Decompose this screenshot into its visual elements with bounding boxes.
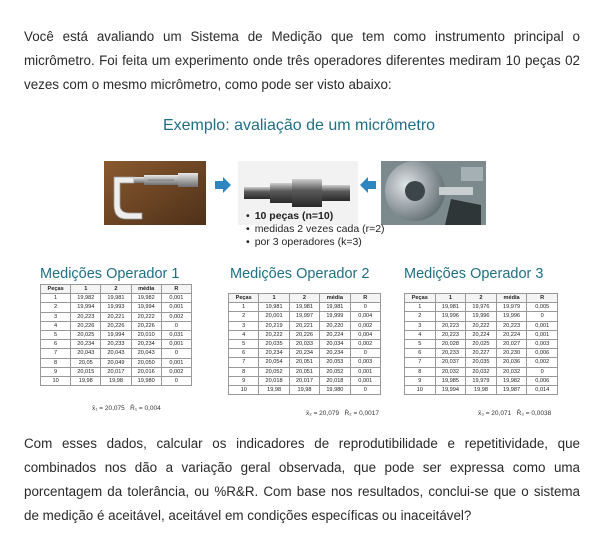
- table-row: [229, 376, 381, 385]
- xbar-value: x̄₁ = 20,075: [92, 405, 125, 412]
- micrometer-photo: [104, 161, 206, 225]
- table-cell: 19,994: [131, 303, 161, 312]
- table-cell: 20,032: [435, 367, 466, 376]
- table-cell: 0: [161, 376, 191, 385]
- table-cell: 9: [229, 376, 259, 385]
- table-cell: 6: [405, 349, 436, 358]
- column-header: 1: [71, 285, 101, 294]
- column-header: média: [131, 285, 161, 294]
- table-row: [405, 321, 558, 330]
- table-row: [229, 349, 381, 358]
- table-cell: 20,043: [101, 349, 131, 358]
- table-cell: 2: [41, 303, 71, 312]
- table-cell: 19,98: [71, 376, 101, 385]
- table-row: [229, 385, 381, 394]
- table-cell: 0,001: [350, 367, 380, 376]
- arrow-left-icon: [359, 176, 377, 194]
- table-cell: 20,05: [71, 358, 101, 367]
- table-row: [229, 312, 381, 321]
- table-cell: 20,043: [71, 349, 101, 358]
- table-cell: 8: [229, 367, 259, 376]
- table-cell: 4: [405, 330, 436, 339]
- table-cell: 20,219: [259, 321, 289, 330]
- table-row: [41, 330, 192, 339]
- table-cell: 19,982: [71, 294, 101, 303]
- table-cell: 20,051: [289, 358, 319, 367]
- intro-paragraph: Você está avaliando um Sistema de Medição que tem como instrumento principal o micrômetro. Foi feita um experimento onde três operadores diferentes mediram 10 peças 02 vezes com o mesmo micrômetro, como pode ser visto abaixo:: [24, 29, 580, 92]
- table-cell: 0,002: [350, 339, 380, 348]
- table-row: [405, 312, 558, 321]
- table-row: [405, 303, 558, 312]
- table-cell: 3: [405, 321, 436, 330]
- table-cell: 20,035: [466, 358, 497, 367]
- table-cell: 20,027: [496, 339, 527, 348]
- table-cell: 20,032: [466, 367, 497, 376]
- table-cell: 0,031: [161, 330, 191, 339]
- table-cell: 20,043: [131, 349, 161, 358]
- table-cell: 20,222: [131, 312, 161, 321]
- table-cell: 19,979: [496, 303, 527, 312]
- table-cell: 0: [350, 385, 380, 394]
- operator-2-table: [228, 293, 381, 395]
- table-row: [405, 367, 558, 376]
- question-paragraph: Com esses dados, calcular os indicadores de reprodutibilidade e repetitividade, que combinados nos dão a variação geral observada, que pode ser expressa como uma porcentagem da tolerância, ou %R&R. Com base nos resultados, conclui-se que o sistema de medição é aceitável, aceitável em condições específicas ou inaceitável?: [24, 436, 580, 523]
- table-cell: 19,993: [101, 303, 131, 312]
- table-cell: 10: [405, 385, 436, 394]
- xbar-value: x̄₃ = 20,071: [478, 410, 512, 417]
- table-cell: 2: [405, 312, 436, 321]
- table-cell: 20,017: [101, 367, 131, 376]
- table-cell: 20,054: [259, 358, 289, 367]
- table-cell: 0: [161, 349, 191, 358]
- table-cell: 2: [229, 312, 259, 321]
- table-cell: 1: [229, 303, 259, 312]
- table-cell: 20,222: [259, 330, 289, 339]
- table-cell: 20,234: [71, 340, 101, 349]
- table-cell: 20,224: [320, 330, 350, 339]
- table-cell: 20,017: [289, 376, 319, 385]
- table-row: [405, 349, 558, 358]
- example-title: Exemplo: avaliação de um micrômetro: [162, 117, 436, 134]
- column-header: Peças: [41, 285, 71, 294]
- table-cell: 20,035: [259, 339, 289, 348]
- table-cell: 20,051: [289, 367, 319, 376]
- table-cell: 19,98: [101, 376, 131, 385]
- column-header: Peças: [229, 294, 259, 303]
- arrow-right-icon: [214, 176, 232, 194]
- table-cell: 0,001: [350, 376, 380, 385]
- table-cell: 7: [229, 358, 259, 367]
- table-cell: 19,997: [289, 312, 319, 321]
- table-cell: 19,979: [466, 376, 497, 385]
- table-cell: 20,049: [101, 358, 131, 367]
- table-cell: 0: [350, 303, 380, 312]
- table-cell: 0,004: [350, 312, 380, 321]
- operator-1-title: Medições Operador 1: [40, 266, 180, 282]
- table-header-row: [229, 294, 381, 303]
- table-cell: 20,223: [435, 321, 466, 330]
- table-cell: 0,002: [527, 358, 558, 367]
- bullet-item: • medidas 2 vezes cada (r=2): [246, 223, 385, 236]
- operator-3-table: [404, 293, 558, 395]
- table-cell: 20,230: [496, 349, 527, 358]
- table-cell: 0,006: [527, 349, 558, 358]
- table-cell: 19,980: [131, 376, 161, 385]
- table-cell: 0,003: [350, 358, 380, 367]
- table-row: [41, 312, 192, 321]
- table-cell: 20,001: [259, 312, 289, 321]
- table-cell: 20,224: [466, 330, 497, 339]
- table-row: [229, 330, 381, 339]
- table-cell: 19,98: [466, 385, 497, 394]
- table-cell: 20,025: [466, 339, 497, 348]
- table-cell: 0,002: [161, 367, 191, 376]
- table-cell: 20,223: [496, 321, 527, 330]
- table-cell: 0,001: [161, 340, 191, 349]
- table-cell: 0,001: [527, 321, 558, 330]
- table-row: [229, 321, 381, 330]
- experiment-bullets: [246, 210, 385, 249]
- table-cell: 20,233: [435, 349, 466, 358]
- table-cell: 0,014: [527, 385, 558, 394]
- table-row: [405, 376, 558, 385]
- table-cell: 5: [229, 339, 259, 348]
- column-header: R: [350, 294, 380, 303]
- table-cell: 20,234: [259, 349, 289, 358]
- table-cell: 19,980: [320, 385, 350, 394]
- column-header: 1: [259, 294, 289, 303]
- table-cell: 0,002: [350, 321, 380, 330]
- table-cell: 20,032: [496, 367, 527, 376]
- table-cell: 19,982: [496, 376, 527, 385]
- table-header-row: [405, 294, 558, 303]
- table-cell: 5: [405, 339, 436, 348]
- table-cell: 20,033: [289, 339, 319, 348]
- table-header-row: [41, 285, 192, 294]
- table-row: [41, 358, 192, 367]
- column-header: R: [161, 285, 191, 294]
- table-cell: 1: [41, 294, 71, 303]
- operator-1-summary: [92, 405, 161, 412]
- table-cell: 20,036: [496, 358, 527, 367]
- table-cell: 19,985: [435, 376, 466, 385]
- table-cell: 4: [229, 330, 259, 339]
- table-cell: 20,053: [320, 358, 350, 367]
- table-cell: 0: [161, 321, 191, 330]
- table-cell: 19,996: [435, 312, 466, 321]
- table-cell: 20,037: [435, 358, 466, 367]
- table-row: [405, 339, 558, 348]
- table-cell: 9: [41, 367, 71, 376]
- table-cell: 7: [405, 358, 436, 367]
- table-cell: 3: [229, 321, 259, 330]
- table-cell: 19,981: [320, 303, 350, 312]
- table-cell: 20,226: [101, 321, 131, 330]
- table-cell: 0,002: [161, 312, 191, 321]
- table-cell: 20,234: [131, 340, 161, 349]
- bullet-item: • 10 peças (n=10): [246, 210, 385, 223]
- table-cell: 20,034: [320, 339, 350, 348]
- table-cell: 19,981: [259, 303, 289, 312]
- xbar-value: x̄₂ = 20,079: [306, 410, 340, 417]
- table-cell: 20,222: [466, 321, 497, 330]
- table-cell: 20,223: [435, 330, 466, 339]
- table-cell: 20,221: [101, 312, 131, 321]
- table-cell: 4: [41, 321, 71, 330]
- table-cell: 3: [41, 312, 71, 321]
- table-cell: 8: [405, 367, 436, 376]
- operator-3-summary: [478, 410, 551, 417]
- table-row: [41, 349, 192, 358]
- column-header: média: [320, 294, 350, 303]
- column-header: Peças: [405, 294, 436, 303]
- table-row: [405, 385, 558, 394]
- table-cell: 20,018: [320, 376, 350, 385]
- table-cell: 0: [350, 349, 380, 358]
- operator-2-summary: [306, 410, 379, 417]
- table-cell: 19,976: [466, 303, 497, 312]
- table-cell: 20,015: [71, 367, 101, 376]
- table-cell: 19,999: [320, 312, 350, 321]
- table-cell: 20,234: [320, 349, 350, 358]
- table-cell: 5: [41, 330, 71, 339]
- table-row: [41, 303, 192, 312]
- rbar-value: R̄₃ = 0,0038: [516, 410, 552, 417]
- table-cell: 20,221: [289, 321, 319, 330]
- table-cell: 20,010: [131, 330, 161, 339]
- table-row: [41, 340, 192, 349]
- table-cell: 19,996: [466, 312, 497, 321]
- operator-1-table: [40, 284, 192, 386]
- table-cell: 0,001: [161, 303, 191, 312]
- bullet-item: • por 3 operadores (k=3): [246, 236, 385, 249]
- table-cell: 8: [41, 358, 71, 367]
- table-row: [41, 367, 192, 376]
- table-cell: 0: [527, 367, 558, 376]
- table-cell: 20,016: [131, 367, 161, 376]
- lathe-photo: [381, 161, 486, 225]
- table-cell: 0: [527, 312, 558, 321]
- column-header: 2: [466, 294, 497, 303]
- table-cell: 6: [229, 349, 259, 358]
- table-cell: 0,003: [527, 339, 558, 348]
- table-cell: 19,987: [496, 385, 527, 394]
- table-row: [229, 367, 381, 376]
- table-row: [41, 321, 192, 330]
- table-cell: 19,982: [131, 294, 161, 303]
- table-row: [229, 358, 381, 367]
- operator-3-title: Medições Operador 3: [404, 266, 544, 282]
- table-cell: 19,994: [435, 385, 466, 394]
- table-cell: 19,981: [101, 294, 131, 303]
- column-header: 2: [289, 294, 319, 303]
- table-cell: 19,994: [71, 303, 101, 312]
- table-cell: 0,004: [350, 330, 380, 339]
- table-cell: 20,224: [496, 330, 527, 339]
- table-row: [229, 339, 381, 348]
- table-cell: 20,220: [320, 321, 350, 330]
- table-cell: 6: [41, 340, 71, 349]
- table-cell: 10: [41, 376, 71, 385]
- table-row: [405, 330, 558, 339]
- table-row: [41, 294, 192, 303]
- table-cell: 20,234: [289, 349, 319, 358]
- table-row: [41, 376, 192, 385]
- table-cell: 20,226: [131, 321, 161, 330]
- table-cell: 20,025: [71, 330, 101, 339]
- table-cell: 20,227: [466, 349, 497, 358]
- table-cell: 7: [41, 349, 71, 358]
- table-cell: 0,001: [161, 358, 191, 367]
- table-cell: 20,223: [71, 312, 101, 321]
- rbar-value: R̄₁ = 0,004: [130, 405, 161, 412]
- table-row: [229, 303, 381, 312]
- table-cell: 0,001: [161, 294, 191, 303]
- column-header: média: [496, 294, 527, 303]
- table-cell: 10: [229, 385, 259, 394]
- table-cell: 19,98: [289, 385, 319, 394]
- table-cell: 19,981: [435, 303, 466, 312]
- table-cell: 20,050: [131, 358, 161, 367]
- table-cell: 20,226: [71, 321, 101, 330]
- table-cell: 20,018: [259, 376, 289, 385]
- operator-2-title: Medições Operador 2: [230, 266, 370, 282]
- table-cell: 19,994: [101, 330, 131, 339]
- table-cell: 20,052: [259, 367, 289, 376]
- table-cell: 20,052: [320, 367, 350, 376]
- table-cell: 19,98: [259, 385, 289, 394]
- rbar-value: R̄₂ = 0,0017: [344, 410, 379, 417]
- table-cell: 1: [405, 303, 436, 312]
- table-cell: 0,005: [527, 303, 558, 312]
- table-cell: 19,996: [496, 312, 527, 321]
- table-cell: 9: [405, 376, 436, 385]
- table-cell: 20,028: [435, 339, 466, 348]
- table-cell: 20,233: [101, 340, 131, 349]
- column-header: 2: [101, 285, 131, 294]
- table-cell: 20,226: [289, 330, 319, 339]
- table-cell: 0,001: [527, 330, 558, 339]
- column-header: 1: [435, 294, 466, 303]
- column-header: R: [527, 294, 558, 303]
- table-row: [405, 358, 558, 367]
- table-cell: 0,006: [527, 376, 558, 385]
- table-cell: 19,981: [289, 303, 319, 312]
